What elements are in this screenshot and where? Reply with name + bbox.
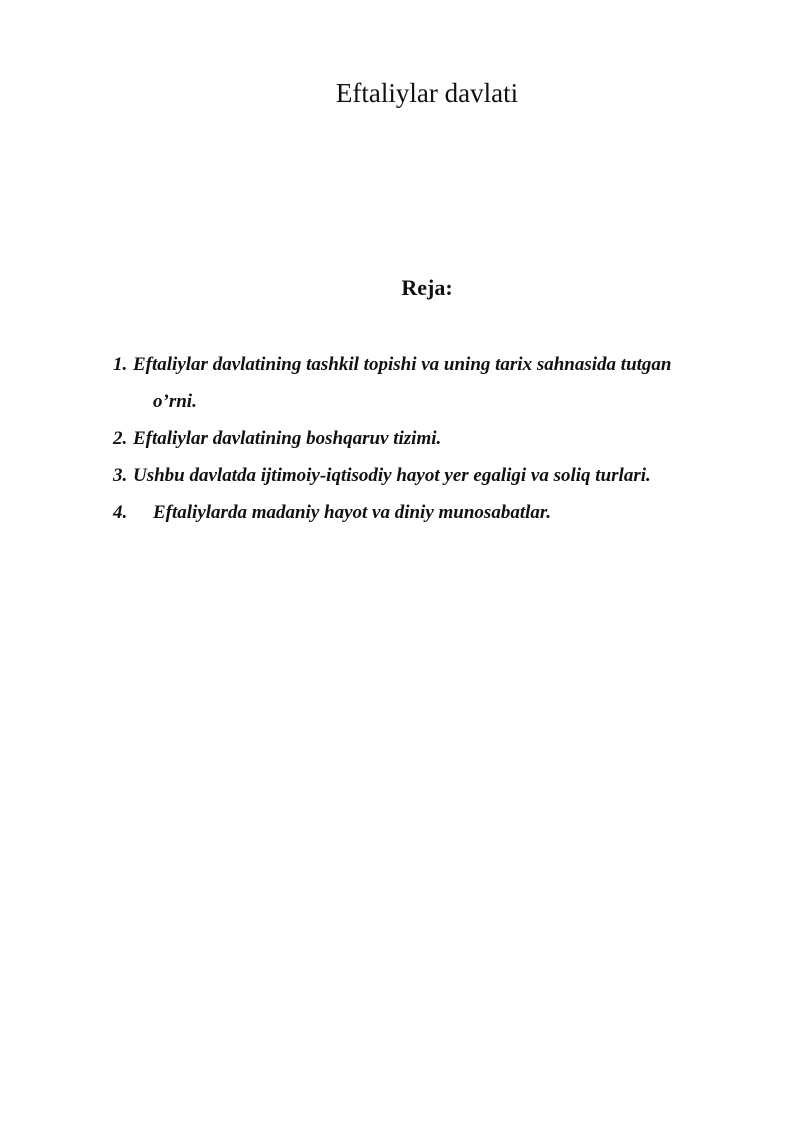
plan-item-4: [113, 494, 753, 531]
plan-item-number: 2.: [113, 428, 128, 449]
plan-item-continuation: o’rni.: [153, 391, 197, 412]
plan-item-text: Eftaliylar davlatining tashkil topishi va uning tarix sahnasida tutgan: [133, 354, 672, 375]
plan-heading: Reja:: [401, 275, 453, 300]
plan-item-text: Eftaliylarda madaniy hayot va diniy munosabatlar.: [153, 502, 551, 523]
plan-item-number: 4.: [113, 502, 128, 523]
plan-item-text: Eftaliylar davlatining boshqaruv tizimi.: [133, 428, 442, 449]
plan-item-number: 1.: [113, 354, 128, 375]
plan-item-2: [113, 420, 753, 457]
plan-item-1: [113, 346, 753, 420]
plan-item-text: Ushbu davlatda ijtimoiy-iqtisodiy hayot yer egaligi va soliq turlari.: [133, 465, 651, 486]
plan-item-number: 3.: [113, 465, 128, 486]
document-title: Eftaliylar davlati: [335, 78, 519, 108]
plan-item-3: [113, 457, 753, 494]
plan-list: [113, 346, 753, 531]
